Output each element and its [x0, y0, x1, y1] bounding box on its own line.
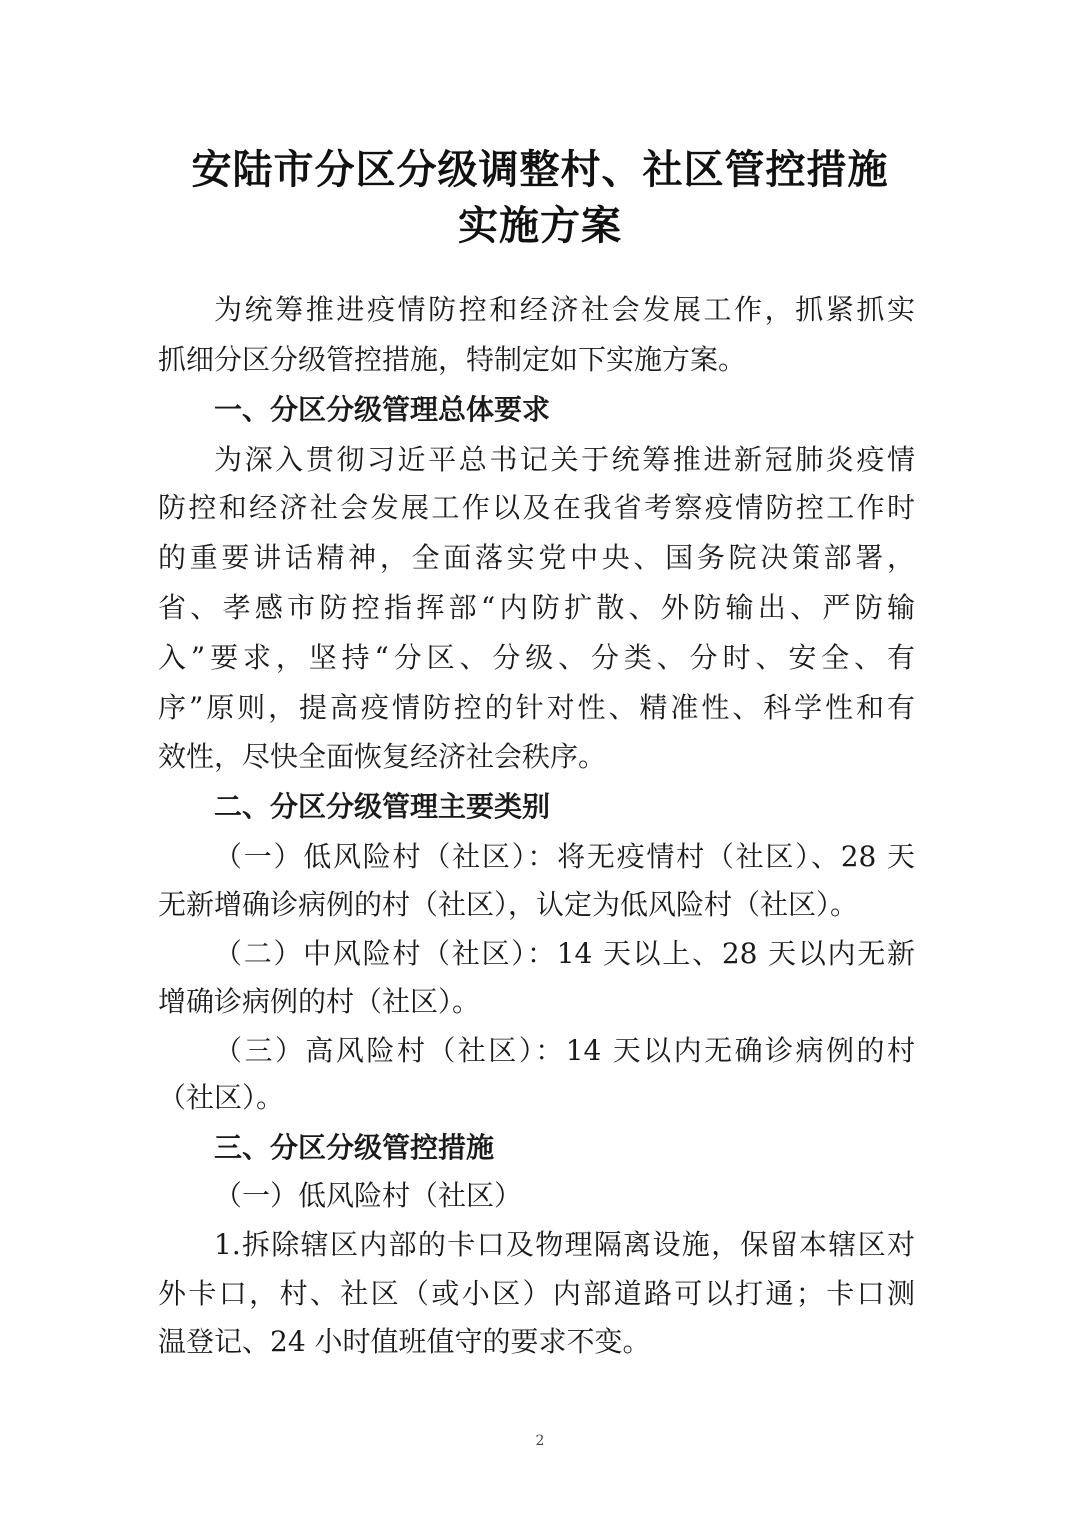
body-text-line: 外卡口，村、社区（或小区）内部道路可以打通；卡口测 [158, 1277, 915, 1310]
section-heading: 二、分区分级管理主要类别 [214, 790, 551, 823]
body-text-line: 省、孝感市防控指挥部“内防扩散、外防输出、严防输 [158, 591, 915, 624]
body-text-line: （二）中风险村（社区）：14 天以上、28 天以内无新 [214, 937, 915, 970]
body-text-line: （一）低风险村（社区） [214, 1179, 523, 1212]
body-text-line: 为统筹推进疫情防控和经济社会发展工作，抓紧抓实 [214, 293, 915, 326]
body-text-line: 效性，尽快全面恢复经济社会秩序。 [158, 740, 607, 773]
body-text-line: （社区）。 [158, 1081, 285, 1114]
section-heading: 一、分区分级管理总体要求 [214, 393, 551, 426]
body-text-line: 增确诊病例的村（社区）。 [158, 985, 481, 1018]
document-title-line-1: 安陆市分区分级调整村、社区管控措施 [191, 146, 889, 193]
document-title-line-2: 实施方案 [458, 202, 622, 249]
body-text-line: （一）低风险村（社区）：将无疫情村（社区）、28 天 [214, 840, 915, 873]
body-text-line: 的重要讲话精神，全面落实党中央、国务院决策部署， [158, 541, 915, 574]
body-text-line: 抓细分区分级管控措施，特制定如下实施方案。 [158, 343, 747, 376]
section-heading: 三、分区分级管控措施 [214, 1131, 495, 1164]
body-text-line: （三）高风险村（社区）：14 天以内无确诊病例的村 [214, 1034, 915, 1067]
body-text-line: 序”原则，提高疫情防控的针对性、精准性、科学性和有 [158, 691, 915, 724]
body-text-line: 入”要求，坚持“分区、分级、分类、分时、安全、有 [158, 641, 915, 674]
body-text-line: 温登记、24 小时值班值守的要求不变。 [158, 1325, 651, 1358]
body-text-line: 为深入贯彻习近平总书记关于统筹推进新冠肺炎疫情 [214, 443, 915, 476]
body-text-line: 无新增确诊病例的村（社区），认定为低风险村（社区）。 [158, 888, 859, 921]
page-number: 2 [535, 1433, 545, 1449]
body-text-line: 1.拆除辖区内部的卡口及物理隔离设施，保留本辖区对 [214, 1228, 915, 1261]
body-text-line: 防控和经济社会发展工作以及在我省考察疫情防控工作时 [158, 491, 915, 524]
